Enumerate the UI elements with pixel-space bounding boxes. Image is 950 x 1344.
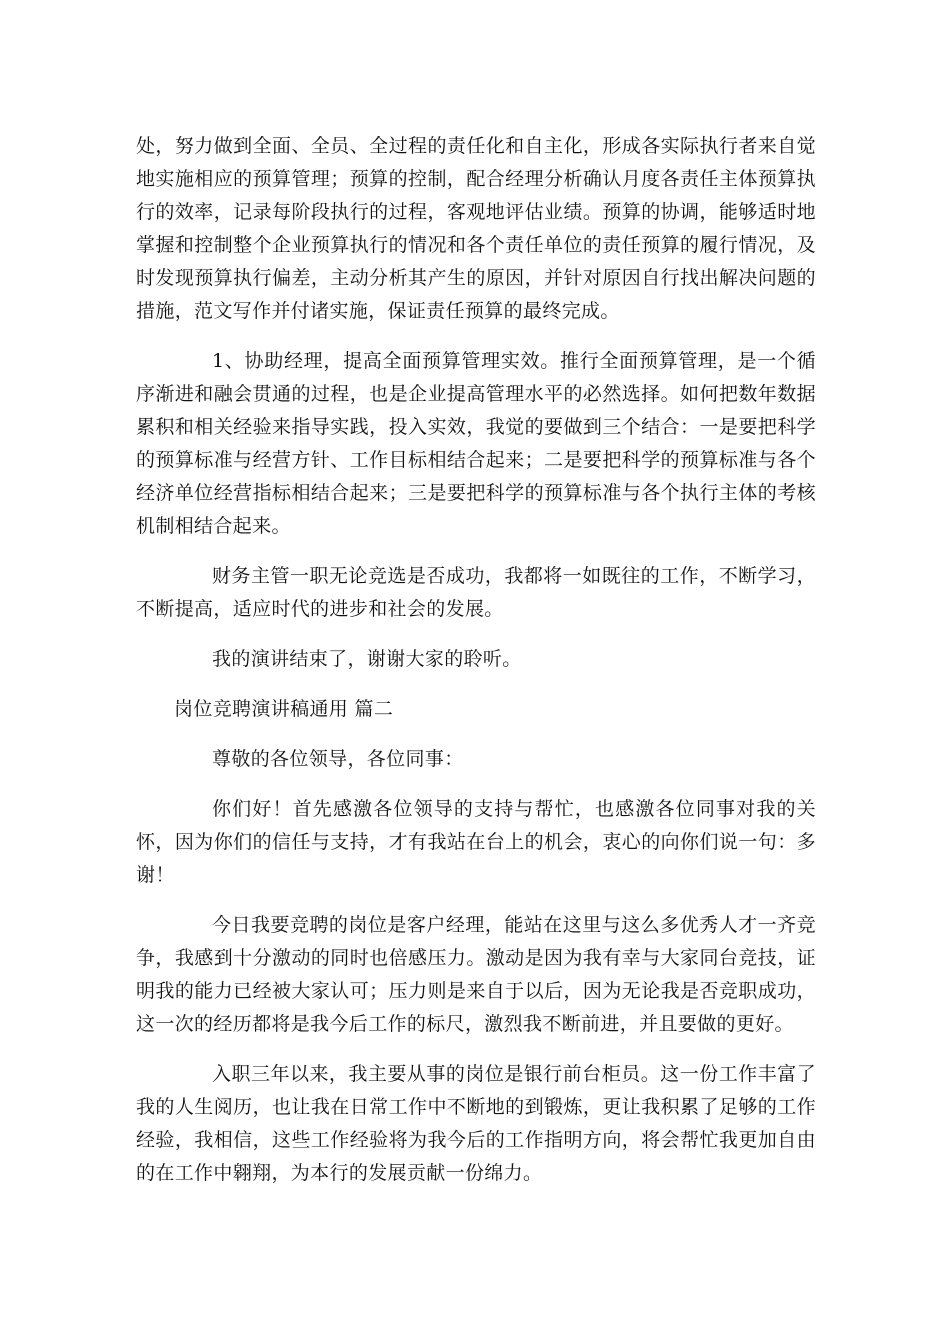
paragraph-budget-control: 处，努力做到全面、全员、全过程的责任化和自主化，形成各实际执行者来自觉地实施相应的预算管理；预算的控制，配合经理分析确认月度各责任主体预算执行的效率，记录每阶段执行的过程，客观地评估业绩。预算的协调，能够适时地掌握和控制整个企业预算执行的情况和各个责任单位的责任预算的履行情况，及时发现预算执行偏差，主动分析其产生的原因，并针对原因自行找出解决问题的措施，范文写作并付诸实施，保证责任预算的最终完成。 xyxy=(136,135,816,322)
paragraph-finance-supervisor: 财务主管一职无论竞选是否成功，我都将一如既往的工作，不断学习，不断提高，适应时代的进步和社会的发展。 xyxy=(136,565,816,620)
paragraph-work-experience: 入职三年以来，我主要从事的岗位是银行前台柜员。这一份工作丰富了我的人生阅历，也让我在日常工作中不断地的到锻炼，更让我积累了足够的工作经验，我相信，这些工作经验将为我今后的工作指明方向，将会帮忙我更加自由的在工作中翱翔，为本行的发展贡献一份绵力。 xyxy=(136,1063,816,1184)
section-heading-part-two: 岗位竞聘演讲稿通用 篇二 xyxy=(174,698,394,720)
paragraph-salutation: 尊敬的各位领导，各位同事： xyxy=(212,748,464,770)
paragraph-position-intro: 今日我要竞聘的岗位是客户经理，能站在这里与这么多优秀人才一齐竞争，我感到十分激动的同时也倍感压力。激动是因为我有幸与大家同台竞技，证明我的能力已经被大家认可；压力则是来自于以后，因为无论我是否竞职成功，这一次的经历都将是我今后工作的标尺，激烈我不断前进，并且要做的更好。 xyxy=(136,914,816,1035)
document-body xyxy=(136,130,816,1207)
paragraph-greeting: 你们好！首先感激各位领导的支持与帮忙，也感激各位同事对我的关怀，因为你们的信任与支持，才有我站在台上的机会，衷心的向你们说一句：多谢！ xyxy=(136,798,816,886)
paragraph-assist-manager: 1、协助经理，提高全面预算管理实效。推行全面预算管理，是一个循序渐进和融会贯通的过程，也是企业提高管理水平的必然选择。如何把数年数据累积和相关经验来指导实践，投入实效，我觉的要做到三个结合：一是要把科学的预算标准与经营方针、工作目标相结合起来；二是要把科学的预算标准与各个经济单位经营指标相结合起来；三是要把科学的预算标准与各个执行主体的考核机制相结合起来。 xyxy=(136,350,816,537)
paragraph-speech-end: 我的演讲结束了，谢谢大家的聆听。 xyxy=(212,648,522,670)
